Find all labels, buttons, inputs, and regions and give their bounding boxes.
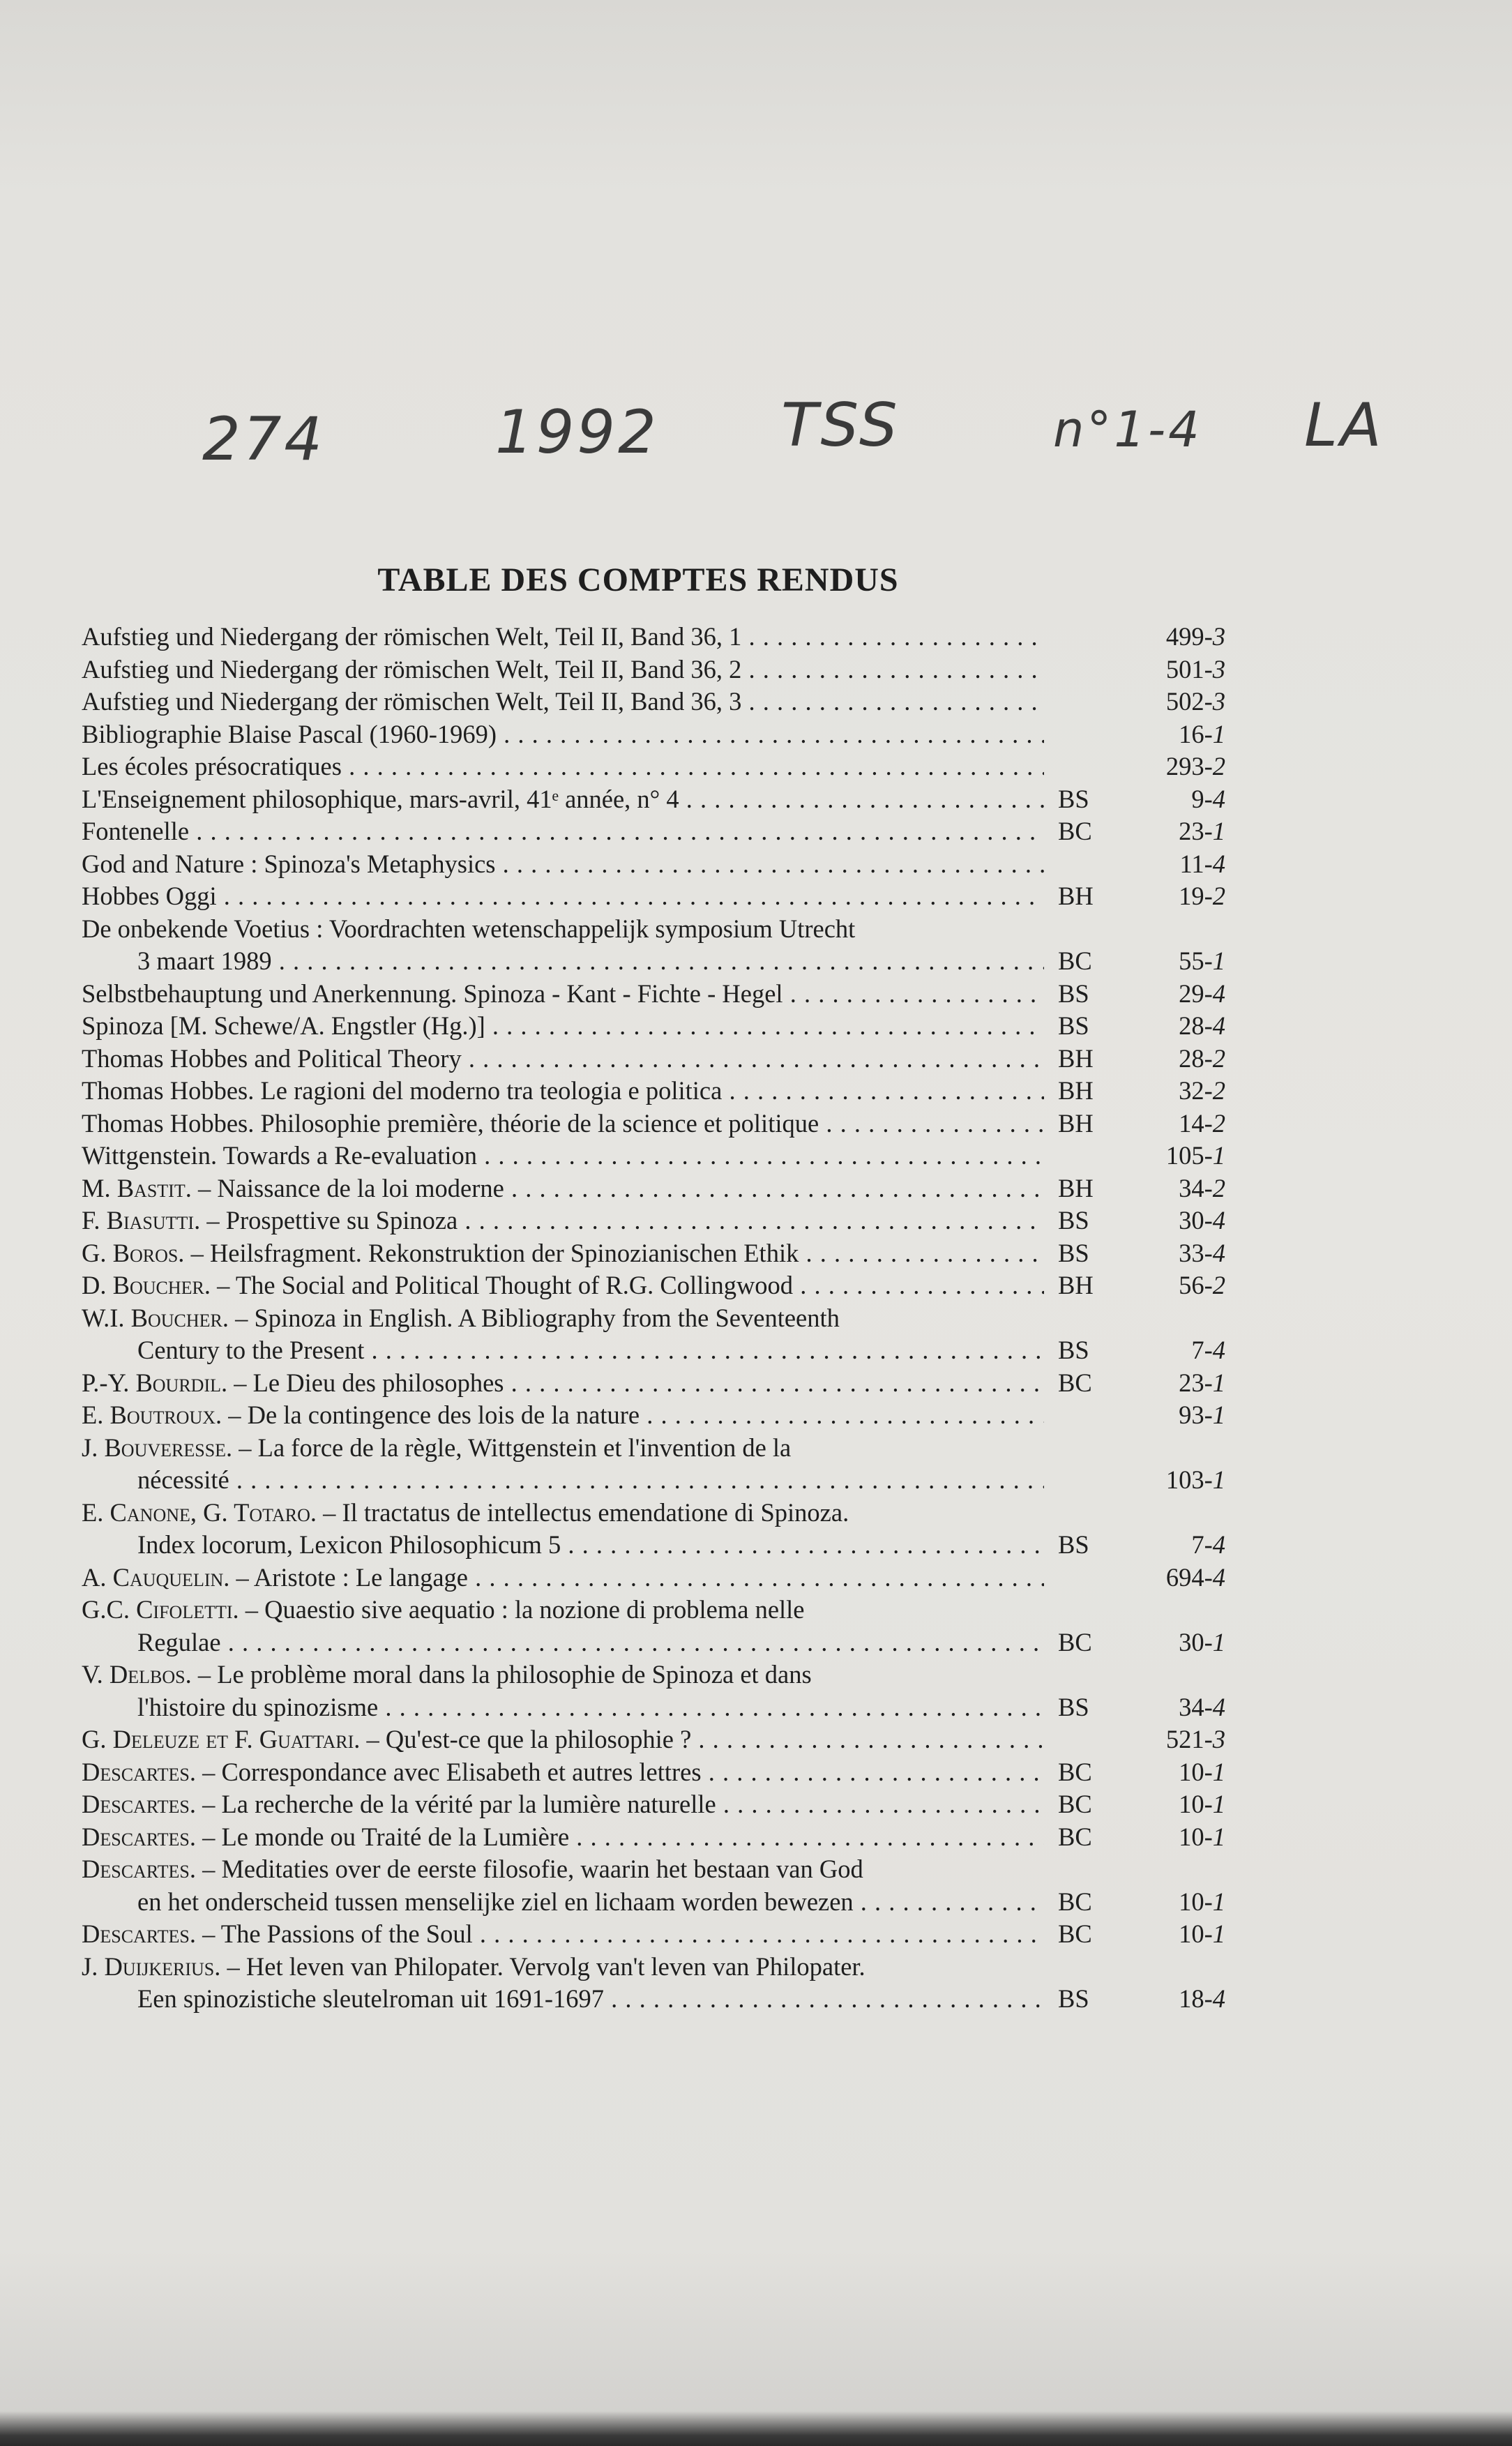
- entry-page-number: 30: [1179, 1627, 1204, 1656]
- entry-reference: [1058, 1886, 1225, 1919]
- entry-page-number: 694: [1165, 1562, 1204, 1592]
- entry-title-line: Bibliographie Blaise Pascal (1960-1969): [82, 719, 497, 748]
- entry-title-line: Aristote : Le langage: [253, 1562, 468, 1592]
- entry-page: 19-2: [1179, 882, 1225, 910]
- index-entry: [82, 1075, 1225, 1108]
- handwritten-note-journal: TSS: [781, 391, 900, 460]
- entry-reference: [1058, 978, 1225, 1011]
- entry-author: V. Delbos.: [82, 1660, 192, 1689]
- entry-page-number: 9: [1191, 784, 1204, 813]
- entry-issue-number: 1: [1212, 1141, 1225, 1170]
- entry-issue-number: 1: [1212, 1465, 1225, 1494]
- entry-bulletin-code: BC: [1058, 1757, 1092, 1786]
- entry-page: 28-2: [1179, 1043, 1225, 1073]
- entry-author: G.C. Cifoletti.: [82, 1595, 239, 1624]
- entry-issue-number: 4: [1212, 1562, 1225, 1592]
- entry-reference: [1058, 945, 1225, 978]
- index-entry: E. Canone, G. Totaro. – Il tractatus de intellectus emendatione di Spinoza. Index locorum, Lexicon Philosophicum 5 . . . BS 7-4: [82, 1497, 1225, 1562]
- index-entry: J. Bouveresse. – La force de la règle, Wittgenstein et l'invention de la nécessité . . . 103-1: [82, 1432, 1225, 1497]
- entry-author: P.-Y. Bourdil.: [82, 1368, 228, 1397]
- entry-issue-number: 2: [1212, 752, 1225, 780]
- entry-issue-number: 1: [1212, 1822, 1225, 1851]
- entry-title-line: The Social and Political Thought of R.G. Collingwood: [235, 1271, 794, 1299]
- entry-title-line: Hobbes Oggi: [82, 882, 217, 910]
- entry-page-number: 103: [1165, 1465, 1204, 1494]
- entry-author: E. Canone, G. Totaro.: [82, 1497, 317, 1527]
- entry-issue-number: 4: [1212, 979, 1225, 1008]
- entry-page-number: 10: [1179, 1822, 1204, 1851]
- entry-title-line: L'Enseignement philosophique, mars-avril, 41ᵉ année, n° 4: [82, 784, 679, 813]
- index-entry: [82, 1010, 1225, 1043]
- entry-title-line: nécessité: [137, 1465, 229, 1494]
- entry-title-line: Naissance de la loi moderne: [217, 1173, 504, 1202]
- entry-bulletin-code: BC: [1058, 1368, 1092, 1397]
- entry-page: 293-2: [1165, 752, 1225, 780]
- entry-page: 32-2: [1179, 1076, 1225, 1105]
- entry-reference: [1058, 1237, 1225, 1270]
- entry-issue-number: 4: [1212, 1336, 1225, 1364]
- entry-page-number: 93: [1179, 1401, 1204, 1429]
- entry-page-number: 33: [1179, 1238, 1204, 1267]
- index-entry: [82, 686, 1225, 718]
- entry-page-number: 10: [1179, 1757, 1204, 1786]
- entry-bulletin-code: BH: [1058, 1076, 1094, 1105]
- entry-page: 10-1: [1179, 1887, 1225, 1916]
- index-entry: [82, 1140, 1225, 1172]
- index-entry: [82, 978, 1225, 1011]
- entry-issue-number: 3: [1212, 622, 1225, 651]
- entry-title-line: La recherche de la vérité par la lumière naturelle: [221, 1790, 716, 1818]
- entry-page-number: 10: [1179, 1919, 1204, 1948]
- index-entry: M. Bastit. – Naissance de la loi moderne . . . BH 34-2: [82, 1172, 1225, 1205]
- scan-bottom-edge: [0, 2411, 1512, 2446]
- entry-issue-number: 2: [1212, 1076, 1225, 1105]
- entry-reference: [1058, 1529, 1225, 1562]
- entry-bulletin-code: BS: [1058, 1011, 1089, 1040]
- entry-title-line: Le problème moral dans la philosophie de Spinoza et dans: [217, 1660, 812, 1689]
- index-entry: [82, 1108, 1225, 1140]
- entry-bulletin-code: BS: [1058, 1692, 1089, 1721]
- entry-bulletin-code: BH: [1058, 1043, 1094, 1073]
- entry-page-number: 521: [1165, 1725, 1204, 1753]
- entry-author: F. Biasutti.: [82, 1206, 201, 1235]
- entry-reference: [1058, 1562, 1225, 1594]
- index-entry: V. Delbos. – Le problème moral dans la philosophie de Spinoza et dans l'histoire du spinozisme . . . BS 34-4: [82, 1659, 1225, 1723]
- entry-page-number: 23: [1179, 817, 1204, 845]
- entry-reference: [1058, 1205, 1225, 1237]
- entry-issue-number: 4: [1212, 1238, 1225, 1267]
- index-entry: Descartes. – Meditaties over de eerste filosofie, waarin het bestaan van God en het onderscheid tussen menselijke ziel en lichaam worden bewezen . . . BC 10-1: [82, 1853, 1225, 1918]
- entry-bulletin-code: [1058, 1723, 1121, 1756]
- entry-page: 7-4: [1191, 1530, 1225, 1559]
- entry-author: Descartes.: [82, 1855, 196, 1883]
- entry-page-number: 55: [1179, 946, 1204, 975]
- entry-page-number: 28: [1179, 1043, 1204, 1073]
- entry-reference: [1058, 1723, 1225, 1756]
- entry-page-number: 105: [1165, 1141, 1204, 1170]
- entry-issue-number: 1: [1212, 1368, 1225, 1397]
- entry-title-line: Les écoles présocratiques: [82, 752, 342, 780]
- entry-page: 103-1: [1165, 1465, 1225, 1494]
- index-entry: W.I. Boucher. – Spinoza in English. A Bibliography from the Seventeenth Century to the Present . . . BS 7-4: [82, 1302, 1225, 1367]
- entry-page: 10-1: [1179, 1822, 1225, 1851]
- entry-title-line: Thomas Hobbes. Le ragioni del moderno tra teologia e politica: [82, 1076, 723, 1105]
- entry-reference: [1058, 783, 1225, 816]
- entry-page-number: 23: [1179, 1368, 1204, 1397]
- entry-title-line: Le Dieu des philosophes: [252, 1368, 504, 1397]
- entry-page: 34-2: [1179, 1173, 1225, 1202]
- index-entry: P.-Y. Bourdil. – Le Dieu des philosophes . . . BC 23-1: [82, 1367, 1225, 1400]
- entry-author: Descartes.: [82, 1919, 196, 1948]
- entry-title-line: The Passions of the Soul: [220, 1919, 473, 1948]
- handwritten-note-number: 274: [202, 405, 326, 474]
- entry-issue-number: 2: [1212, 1271, 1225, 1299]
- entry-title-line: Il tractatus de intellectus emendatione di Spinoza.: [342, 1497, 849, 1527]
- entry-reference: [1058, 1140, 1225, 1172]
- entry-page: 56-2: [1179, 1271, 1225, 1299]
- entry-title-line: Het leven van Philopater. Vervolg van't leven van Philopater.: [245, 1951, 865, 1981]
- index-entry: [82, 848, 1225, 881]
- index-entry: Descartes. – Le monde ou Traité de la Lumière . . . BC 10-1: [82, 1821, 1225, 1854]
- entry-page: 23-1: [1179, 1368, 1225, 1397]
- entry-page-number: 499: [1165, 622, 1204, 651]
- entry-title-line: Qu'est-ce que la philosophie ?: [385, 1725, 692, 1753]
- entry-title-line: Index locorum, Lexicon Philosophicum 5: [137, 1530, 561, 1559]
- entry-title-line: Le monde ou Traité de la Lumière: [221, 1822, 570, 1851]
- entry-reference: [1058, 880, 1225, 913]
- entry-issue-number: 2: [1212, 1043, 1225, 1073]
- entry-page-number: 11: [1179, 849, 1204, 878]
- entry-bulletin-code: BS: [1058, 784, 1089, 813]
- entry-page: 29-4: [1179, 979, 1225, 1008]
- handwritten-note-year: 1992: [495, 398, 659, 467]
- entry-reference: [1058, 1172, 1225, 1205]
- entry-reference: [1058, 1626, 1225, 1659]
- entry-bulletin-code: BH: [1058, 1271, 1094, 1299]
- handwritten-note-issues: n°1-4: [1053, 401, 1202, 458]
- entry-reference: [1058, 718, 1225, 751]
- entry-issue-number: 3: [1212, 1725, 1225, 1753]
- entry-issue-number: 3: [1212, 687, 1225, 716]
- entry-page: 105-1: [1165, 1141, 1225, 1170]
- entry-page-number: 293: [1165, 752, 1204, 780]
- entry-reference: [1058, 621, 1225, 654]
- entry-reference: [1058, 750, 1225, 783]
- entry-reference: [1058, 1464, 1225, 1497]
- entry-issue-number: 2: [1212, 882, 1225, 910]
- index-entry: G. Deleuze et F. Guattari. – Qu'est-ce que la philosophie ? . . . 521-3: [82, 1723, 1225, 1756]
- entry-page-number: 7: [1191, 1336, 1204, 1364]
- entry-page-number: 56: [1179, 1271, 1204, 1299]
- entry-issue-number: 1: [1212, 1401, 1225, 1429]
- entry-bulletin-code: BC: [1058, 1790, 1092, 1818]
- entry-author: A. Cauquelin.: [82, 1562, 230, 1592]
- entry-author: Descartes.: [82, 1790, 196, 1818]
- entry-reference: [1058, 1399, 1225, 1432]
- entry-title-line: Century to the Present: [137, 1336, 365, 1364]
- index-entry: E. Boutroux. – De la contingence des lois de la nature . . . 93-1: [82, 1399, 1225, 1432]
- index-entry: D. Boucher. – The Social and Political Thought of R.G. Collingwood . . . BH 56-2: [82, 1269, 1225, 1302]
- entry-page: 10-1: [1179, 1757, 1225, 1786]
- entry-title-line: Aufstieg und Niedergang der römischen Welt, Teil II, Band 36, 1: [82, 622, 742, 651]
- entry-reference: [1058, 1756, 1225, 1789]
- entry-page: 34-4: [1179, 1692, 1225, 1721]
- entry-title-line: Aufstieg und Niedergang der römischen Welt, Teil II, Band 36, 3: [82, 687, 742, 716]
- entry-title-line: La force de la règle, Wittgenstein et l'invention de la: [257, 1433, 792, 1462]
- entry-bulletin-code: BC: [1058, 1887, 1092, 1916]
- entry-title-line: en het onderscheid tussen menselijke ziel en lichaam worden bewezen: [137, 1887, 854, 1916]
- entry-bulletin-code: [1058, 750, 1121, 783]
- entry-page: 10-1: [1179, 1790, 1225, 1818]
- entry-bulletin-code: [1058, 1399, 1121, 1432]
- entry-author: J. Duijkerius.: [82, 1951, 221, 1981]
- entry-bulletin-code: [1058, 654, 1121, 686]
- entry-title-line: Fontenelle: [82, 817, 190, 845]
- entry-title-line: Prospettive su Spinoza: [225, 1206, 458, 1235]
- entry-issue-number: 2: [1212, 1108, 1225, 1138]
- index-entry: [82, 783, 1225, 816]
- entry-reference: [1058, 1010, 1225, 1043]
- entry-bulletin-code: [1058, 621, 1121, 654]
- entry-reference: [1058, 848, 1225, 881]
- entry-bulletin-code: BH: [1058, 1108, 1094, 1138]
- entry-author: W.I. Boucher.: [82, 1303, 229, 1332]
- index-entry: J. Duijkerius. – Het leven van Philopater. Vervolg van't leven van Philopater. Een spinozistiche sleutelroman uit 1691-1697 . . . BS 18-4: [82, 1951, 1225, 2016]
- entry-page-number: 28: [1179, 1011, 1204, 1040]
- entry-reference: [1058, 654, 1225, 686]
- entry-issue-number: 4: [1212, 849, 1225, 878]
- page-title: TABLE DES COMPTES RENDUS: [377, 561, 899, 599]
- index-entry: [82, 913, 1225, 978]
- index-entry: [82, 1043, 1225, 1075]
- entry-issue-number: 4: [1212, 784, 1225, 813]
- entry-author: D. Boucher.: [82, 1271, 211, 1299]
- entry-reference: [1058, 1918, 1225, 1951]
- entry-issue-number: 4: [1212, 1011, 1225, 1040]
- entry-bulletin-code: BC: [1058, 946, 1092, 975]
- entry-page-number: 34: [1179, 1692, 1204, 1721]
- entry-bulletin-code: BS: [1058, 1984, 1089, 2013]
- entry-page-number: 19: [1179, 882, 1204, 910]
- entry-bulletin-code: BH: [1058, 882, 1094, 910]
- entry-page-number: 29: [1179, 979, 1204, 1008]
- entry-bulletin-code: BC: [1058, 1822, 1092, 1851]
- entry-title-line: Selbstbehauptung und Anerkennung. Spinoza - Kant - Fichte - Hegel: [82, 979, 783, 1008]
- entry-page-number: 32: [1179, 1076, 1204, 1105]
- entry-bulletin-code: BC: [1058, 1627, 1092, 1656]
- index-entry: F. Biasutti. – Prospettive su Spinoza . . . BS 30-4: [82, 1205, 1225, 1237]
- entry-title-line: God and Nature : Spinoza's Metaphysics: [82, 849, 496, 878]
- index-entry: [82, 750, 1225, 783]
- entry-page-number: 14: [1179, 1108, 1204, 1138]
- entry-page: 30-4: [1179, 1206, 1225, 1235]
- entry-author: M. Bastit.: [82, 1173, 192, 1202]
- entry-bulletin-code: BC: [1058, 1919, 1092, 1948]
- entry-issue-number: 4: [1212, 1206, 1225, 1235]
- entry-reference: [1058, 1108, 1225, 1140]
- entry-title-line: Thomas Hobbes and Political Theory: [82, 1043, 462, 1073]
- entry-reference: [1058, 815, 1225, 848]
- entry-page: 11-4: [1179, 849, 1225, 878]
- entry-bulletin-code: BH: [1058, 1173, 1094, 1202]
- entry-issue-number: 1: [1212, 946, 1225, 975]
- entry-issue-number: 1: [1212, 1627, 1225, 1656]
- entry-issue-number: 1: [1212, 1790, 1225, 1818]
- entry-page-number: 502: [1165, 687, 1204, 716]
- entry-page-number: 7: [1191, 1530, 1204, 1559]
- index-entry: Descartes. – Correspondance avec Elisabeth et autres lettres . . . BC 10-1: [82, 1756, 1225, 1789]
- entry-title-line: Regulae: [137, 1627, 221, 1656]
- entry-title-line: Spinoza in English. A Bibliography from the Seventeenth: [254, 1303, 840, 1332]
- entry-page: 502-3: [1165, 687, 1225, 716]
- entry-title-line: Een spinozistiche sleutelroman uit 1691-1697: [137, 1984, 605, 2013]
- entry-page-number: 30: [1179, 1206, 1204, 1235]
- entry-title-line: Thomas Hobbes. Philosophie première, théorie de la science et politique: [82, 1108, 819, 1138]
- entry-issue-number: 1: [1212, 719, 1225, 748]
- entry-bulletin-code: BS: [1058, 1530, 1089, 1559]
- index-entry: G. Boros. – Heilsfragment. Rekonstruktion der Spinozianischen Ethik . . . BS 33-4: [82, 1237, 1225, 1270]
- entry-page: 28-4: [1179, 1011, 1225, 1040]
- entry-bulletin-code: BS: [1058, 979, 1089, 1008]
- entry-title-line: De onbekende Voetius : Voordrachten wetenschappelijk symposium Utrecht: [82, 914, 856, 943]
- entry-page: 23-1: [1179, 817, 1225, 845]
- entry-bulletin-code: BS: [1058, 1238, 1089, 1267]
- entry-bulletin-code: BC: [1058, 817, 1092, 845]
- entry-page: 33-4: [1179, 1238, 1225, 1267]
- entry-page-number: 10: [1179, 1887, 1204, 1916]
- entry-page-number: 501: [1165, 654, 1204, 684]
- entry-title-line: Heilsfragment. Rekonstruktion der Spinozianischen Ethik: [209, 1238, 799, 1267]
- entry-issue-number: 4: [1212, 1530, 1225, 1559]
- entry-reference: [1058, 1691, 1225, 1724]
- entry-page-number: 10: [1179, 1790, 1204, 1818]
- entry-issue-number: 1: [1212, 1887, 1225, 1916]
- index-entry: [82, 621, 1225, 654]
- entry-title-line: Aufstieg und Niedergang der römischen Welt, Teil II, Band 36, 2: [82, 654, 742, 684]
- entry-reference: [1058, 1788, 1225, 1821]
- index-entry: Descartes. – La recherche de la vérité par la lumière naturelle . . . BC 10-1: [82, 1788, 1225, 1821]
- index-entry: A. Cauquelin. – Aristote : Le langage . . . 694-4: [82, 1562, 1225, 1594]
- entry-issue-number: 4: [1212, 1984, 1225, 2013]
- entry-bulletin-code: [1058, 718, 1121, 751]
- entry-page: 10-1: [1179, 1919, 1225, 1948]
- entry-bulletin-code: [1058, 686, 1121, 718]
- entry-bulletin-code: [1058, 1464, 1121, 1497]
- entry-title-line: Spinoza [M. Schewe/A. Engstler (Hg.)]: [82, 1011, 485, 1040]
- entry-page: 521-3: [1165, 1725, 1225, 1753]
- entry-page: 93-1: [1179, 1401, 1225, 1429]
- entry-bulletin-code: [1058, 1562, 1121, 1594]
- entry-author: G. Deleuze et F. Guattari.: [82, 1725, 361, 1753]
- entry-bulletin-code: [1058, 848, 1121, 881]
- entry-page: 7-4: [1191, 1336, 1225, 1364]
- entry-page: 16-1: [1179, 719, 1225, 748]
- entry-issue-number: 4: [1212, 1692, 1225, 1721]
- entry-reference: [1058, 686, 1225, 718]
- entry-issue-number: 2: [1212, 1173, 1225, 1202]
- review-index-list: [82, 621, 1225, 2016]
- index-entry: [82, 880, 1225, 913]
- entry-bulletin-code: BS: [1058, 1206, 1089, 1235]
- entry-page: 501-3: [1165, 654, 1225, 684]
- entry-page-number: 16: [1179, 719, 1204, 748]
- handwritten-note-code: LA: [1304, 391, 1384, 460]
- entry-title-line: Quaestio sive aequatio : la nozione di problema nelle: [264, 1595, 805, 1624]
- entry-title-line: Wittgenstein. Towards a Re-evaluation: [82, 1141, 477, 1170]
- entry-issue-number: 3: [1212, 654, 1225, 684]
- entry-title-line: 3 maart 1989: [137, 946, 272, 975]
- entry-title-line: Correspondance avec Elisabeth et autres lettres: [221, 1757, 702, 1786]
- entry-bulletin-code: [1058, 1140, 1121, 1172]
- entry-reference: [1058, 1043, 1225, 1075]
- entry-page: 694-4: [1165, 1562, 1225, 1592]
- entry-reference: [1058, 1075, 1225, 1108]
- entry-bulletin-code: BS: [1058, 1336, 1089, 1364]
- entry-page-number: 18: [1179, 1984, 1204, 2013]
- entry-title-line: De la contingence des lois de la nature: [247, 1401, 640, 1429]
- index-entry: [82, 654, 1225, 686]
- entry-issue-number: 1: [1212, 817, 1225, 845]
- entry-title-line: Meditaties over de eerste filosofie, waarin het bestaan van God: [221, 1855, 863, 1883]
- entry-title-line: l'histoire du spinozisme: [137, 1692, 379, 1721]
- entry-page: 55-1: [1179, 946, 1225, 975]
- entry-author: Descartes.: [82, 1757, 196, 1786]
- entry-page: 30-1: [1179, 1627, 1225, 1656]
- entry-page: 499-3: [1165, 622, 1225, 651]
- entry-reference: [1058, 1821, 1225, 1854]
- entry-author: G. Boros.: [82, 1238, 185, 1267]
- entry-reference: [1058, 1269, 1225, 1302]
- entry-reference: [1058, 1334, 1225, 1367]
- entry-page-number: 34: [1179, 1173, 1204, 1202]
- entry-author: E. Boutroux.: [82, 1401, 222, 1429]
- entry-issue-number: 1: [1212, 1757, 1225, 1786]
- entry-reference: [1058, 1367, 1225, 1400]
- index-entry: G.C. Cifoletti. – Quaestio sive aequatio : la nozione di problema nelle Regulae . . . BC 30-1: [82, 1594, 1225, 1659]
- entry-issue-number: 1: [1212, 1919, 1225, 1948]
- index-entry: Descartes. – The Passions of the Soul . . . BC 10-1: [82, 1918, 1225, 1951]
- entry-page: 14-2: [1179, 1108, 1225, 1138]
- entry-author: J. Bouveresse.: [82, 1433, 233, 1462]
- index-entry: [82, 718, 1225, 751]
- index-entry: [82, 815, 1225, 848]
- entry-page: 18-4: [1179, 1984, 1225, 2013]
- entry-page: 9-4: [1191, 784, 1225, 813]
- entry-author: Descartes.: [82, 1822, 196, 1851]
- entry-reference: [1058, 1983, 1225, 2016]
